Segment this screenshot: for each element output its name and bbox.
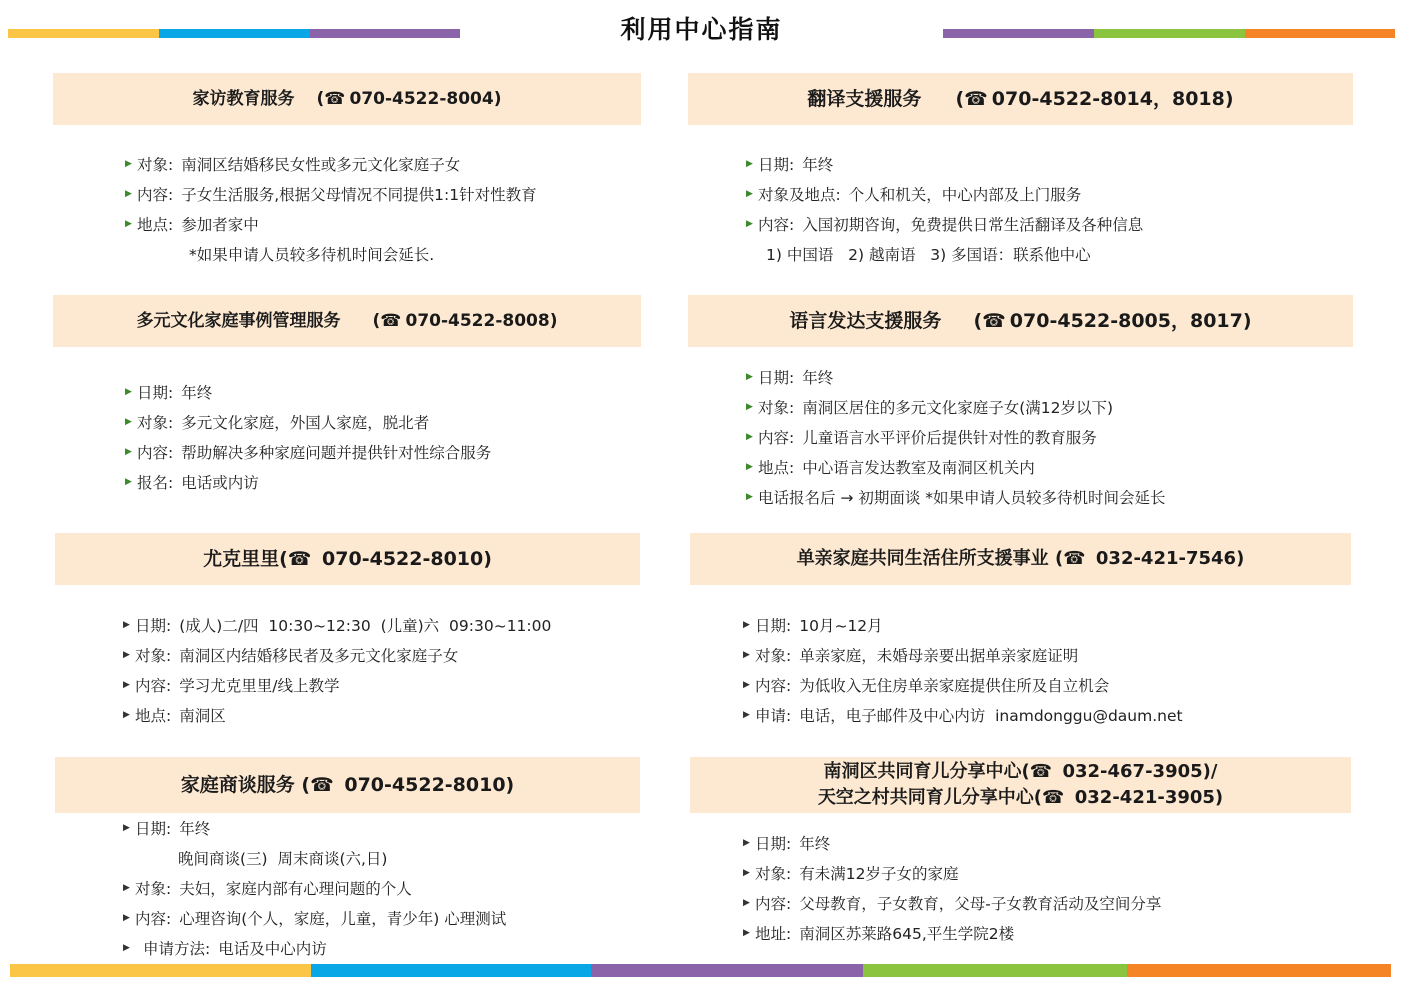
list-item: ▶ 地点: 南洞区	[123, 701, 551, 731]
triangle-bullet-icon: ▶	[123, 912, 130, 923]
triangle-bullet-icon: ▶	[746, 401, 753, 412]
bottom-stripe-purple	[591, 964, 863, 977]
triangle-bullet-icon: ▶	[125, 476, 132, 487]
list-item: ▶ 对象: 有未满12岁子女的家庭	[743, 859, 1161, 889]
phone-icon: ☎	[964, 88, 988, 110]
section-body-ukulele	[123, 611, 551, 731]
bottom-stripe-yellow	[10, 964, 311, 977]
phone-number: (☎ 070-4522-8004)	[316, 89, 502, 109]
list-item: ▶ 日期: 年终	[746, 363, 1166, 393]
triangle-bullet-icon: ▶	[746, 461, 753, 472]
triangle-bullet-icon: ▶	[746, 491, 753, 502]
top-stripe-yellow	[8, 29, 159, 38]
triangle-bullet-icon: ▶	[123, 709, 130, 720]
list-item: ▶ 内容: 入国初期咨询，免费提供日常生活翻译及各种信息	[746, 210, 1143, 240]
section-title: 家庭商谈服务 (	[180, 774, 311, 796]
triangle-bullet-icon: ▶	[123, 882, 130, 893]
section-header-ukulele	[55, 533, 640, 585]
list-item: ▶ 内容: 父母教育，子女教育，父母-子女教育活动及空间分享	[743, 889, 1161, 919]
triangle-bullet-icon: ▶	[125, 416, 132, 427]
triangle-bullet-icon: ▶	[743, 649, 750, 660]
section-title: 翻译支援服务	[807, 88, 922, 110]
section-title: 单亲家庭共同生活住所支援事业 (	[796, 548, 1064, 569]
list-item: ▶ 对象: 南洞区结婚移民女性或多元文化家庭子女	[125, 150, 537, 180]
triangle-bullet-icon: ▶	[743, 619, 750, 630]
triangle-bullet-icon: ▶	[743, 867, 750, 878]
list-item: ▶ 内容: 心理咨询(个人，家庭，儿童，青少年) 心理测试	[123, 904, 506, 934]
triangle-bullet-icon: ▶	[746, 188, 753, 199]
top-stripe-purple	[310, 29, 460, 38]
bottom-stripe-green	[863, 964, 1127, 977]
section-header-language-development	[688, 295, 1353, 347]
triangle-bullet-icon: ▶	[743, 897, 750, 908]
list-item: ▶ 对象: 南洞区内结婚移民者及多元文化家庭子女	[123, 641, 551, 671]
phone-number: ☎ 032-421-7546)	[1063, 548, 1245, 569]
list-item-languages: 1) 中国语 2) 越南语 3) 多国语：联系他中心	[766, 246, 1091, 264]
triangle-bullet-icon: ▶	[123, 619, 130, 630]
list-item: ▶ 日期: 年终	[125, 378, 491, 408]
list-item: ▶ 日期: 年终	[746, 150, 1143, 180]
section-body-case-management	[125, 378, 491, 498]
list-item: ▶ 内容: 为低收入无住房单亲家庭提供住所及自立机会	[743, 671, 1183, 701]
triangle-bullet-icon: ▶	[123, 942, 130, 953]
phone-icon: ☎	[1042, 787, 1065, 808]
list-item: ▶ 内容: 子女生活服务,根据父母情况不同提供1:1针对性教育	[125, 180, 537, 210]
phone-number: (☎ 070-4522-8008)	[372, 311, 558, 331]
phone-number: ☎ 070-4522-8010)	[287, 548, 492, 570]
triangle-bullet-icon: ▶	[123, 649, 130, 660]
phone-icon: ☎	[287, 548, 312, 570]
triangle-bullet-icon: ▶	[746, 158, 753, 169]
top-stripe-orange	[1245, 29, 1395, 38]
list-item: ▶ 内容: 儿童语言水平评价后提供针对性的教育服务	[746, 423, 1166, 453]
list-item: ▶ 地点: 中心语言发达教室及南洞区机关内	[746, 453, 1166, 483]
phone-number: (☎ 070-4522-8005，8017)	[973, 310, 1252, 332]
section-header-family-counseling	[55, 757, 640, 813]
triangle-bullet-icon: ▶	[746, 371, 753, 382]
section-header-translation-support	[688, 73, 1353, 125]
list-item: ▶ 对象及地点: 个人和机关，中心内部及上门服务	[746, 180, 1143, 210]
section-header-childcare-sharing-centers	[690, 757, 1351, 813]
list-item: ▶ 日期: 10月~12月	[743, 611, 1183, 641]
bottom-stripe-orange	[1127, 964, 1391, 977]
list-item: ▶ 对象: 南洞区居住的多元文化家庭子女(满12岁以下)	[746, 393, 1166, 423]
section-body-language-development	[746, 363, 1166, 513]
triangle-bullet-icon: ▶	[123, 822, 130, 833]
triangle-bullet-icon: ▶	[123, 679, 130, 690]
list-item: ▶ 对象: 夫妇，家庭内部有心理问题的个人	[123, 874, 506, 904]
list-item: ▶ 报名: 电话或内访	[125, 468, 491, 498]
list-item: ▶ 日期: (成人)二/四 10:30~12:30 (儿童)六 09:30~11:00	[123, 611, 551, 641]
list-item: ▶ 内容: 帮助解决多种家庭问题并提供针对性综合服务	[125, 438, 491, 468]
triangle-bullet-icon: ▶	[743, 927, 750, 938]
section-body-translation-support	[746, 150, 1143, 270]
list-item: ▶ 地址: 南洞区苏莱路645,平生学院2楼	[743, 919, 1161, 949]
phone-number: (☎ 070-4522-8014，8018)	[955, 88, 1234, 110]
phone-icon: ☎	[982, 310, 1006, 332]
section-title: 家访教育服务	[192, 89, 295, 109]
list-item: ▶ 地点: 参加者家中	[125, 210, 537, 240]
top-stripe-green	[1094, 29, 1245, 38]
triangle-bullet-icon: ▶	[743, 709, 750, 720]
phone-number: ☎ 070-4522-8010)	[310, 774, 515, 796]
triangle-bullet-icon: ▶	[746, 218, 753, 229]
triangle-bullet-icon: ▶	[125, 446, 132, 457]
section-body-home-visit-education	[125, 150, 537, 270]
triangle-bullet-icon: ▶	[743, 837, 750, 848]
list-item: ▶ 申请方法: 电话及中心内访	[123, 934, 506, 964]
list-item-note: *如果申请人员较多待机时间会延长.	[189, 246, 435, 264]
section-body-single-parent-housing	[743, 611, 1183, 731]
triangle-bullet-icon: ▶	[125, 188, 132, 199]
list-item: ▶ 对象: 单亲家庭，未婚母亲要出据单亲家庭证明	[743, 641, 1183, 671]
header-line-1: 南洞区共同育儿分享中心(☎ 032-467-3905)/	[823, 761, 1218, 782]
section-header-case-management	[53, 295, 641, 347]
header-line-2: 天空之村共同育儿分享中心(☎ 032-421-3905)	[817, 787, 1224, 808]
list-item: ▶ 内容: 学习尤克里里/线上教学	[123, 671, 551, 701]
triangle-bullet-icon: ▶	[125, 158, 132, 169]
list-item: ▶ 申请: 电话，电子邮件及中心内访 inamdonggu@daum.net	[743, 701, 1183, 731]
phone-icon: ☎	[380, 311, 402, 331]
phone-icon: ☎	[324, 89, 346, 109]
phone-icon: ☎	[310, 774, 334, 796]
list-item-sub: 晚间商谈(三) 周末商谈(六,日)	[178, 850, 388, 868]
phone-icon: ☎	[1029, 761, 1053, 782]
triangle-bullet-icon: ▶	[125, 386, 132, 397]
section-body-family-counseling	[123, 814, 506, 964]
section-title: 尤克里里(	[203, 548, 288, 570]
list-item: ▶ 日期: 年终	[123, 814, 506, 844]
list-item: ▶ 电话报名后 → 初期面谈 *如果申请人员较多待机时间会延长	[746, 483, 1166, 513]
page-title: 利用中心指南	[620, 15, 783, 44]
triangle-bullet-icon: ▶	[125, 218, 132, 229]
list-item: ▶ 日期: 年终	[743, 829, 1161, 859]
section-title: 语言发达支援服务	[789, 310, 942, 332]
bottom-stripe-blue	[311, 964, 591, 977]
section-title: 多元文化家庭事例管理服务	[136, 311, 341, 331]
section-body-childcare-sharing-centers	[743, 829, 1161, 949]
list-item: ▶ 对象: 多元文化家庭，外国人家庭，脱北者	[125, 408, 491, 438]
triangle-bullet-icon: ▶	[743, 679, 750, 690]
top-stripe-blue	[159, 29, 310, 38]
triangle-bullet-icon: ▶	[746, 431, 753, 442]
section-header-single-parent-housing	[690, 533, 1351, 585]
top-stripe-purple-right	[943, 29, 1094, 38]
section-header-home-visit-education	[53, 73, 641, 125]
phone-icon: ☎	[1063, 548, 1086, 569]
